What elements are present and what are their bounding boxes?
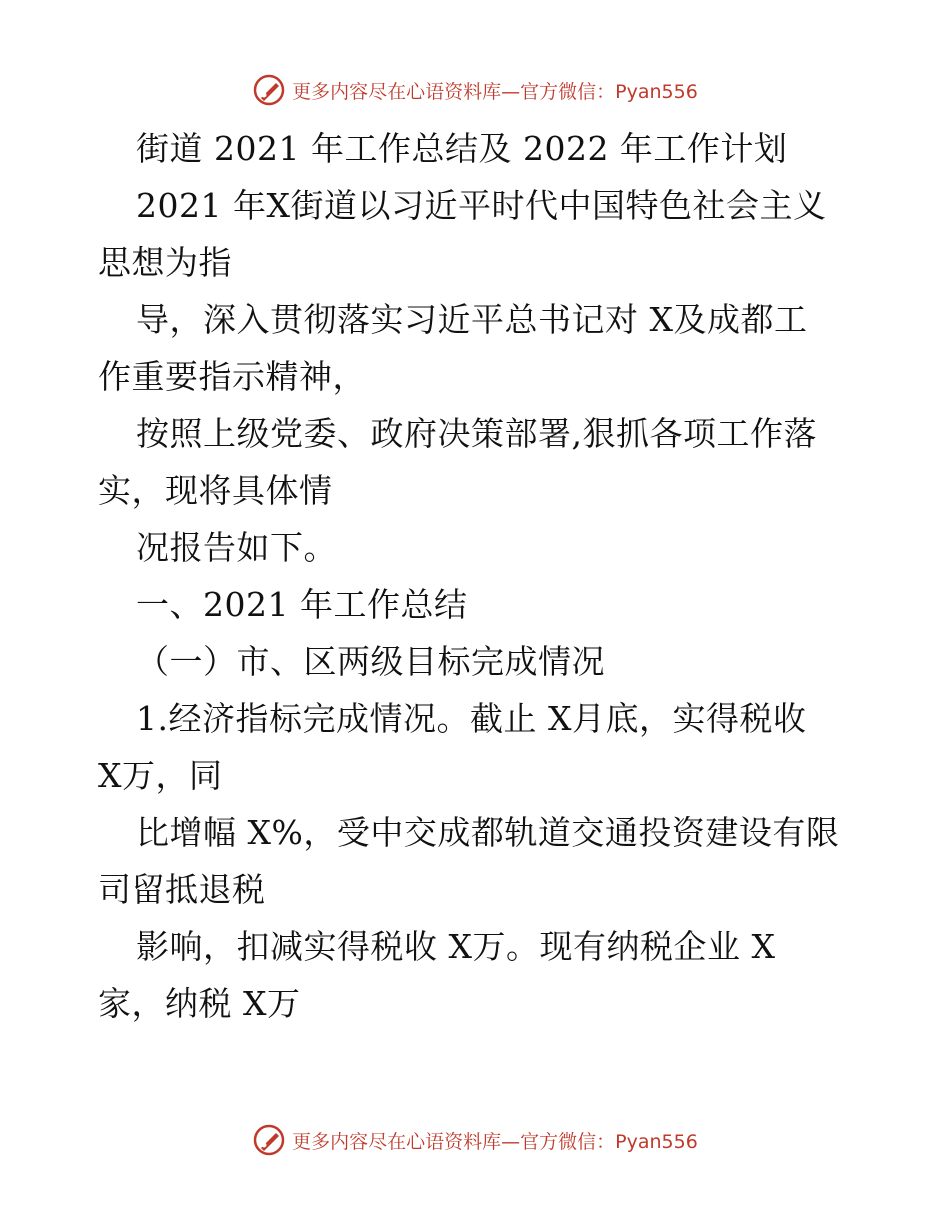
document-title: 街道 2021 年工作总结及 2022 年工作计划 [136,129,788,168]
paragraph-line: 导，深入贯彻落实习近平总书记对 X及成都工 [136,300,808,339]
watermark-footer [0,1120,950,1160]
paragraph-line: 2021 年X街道以习近平时代中国特色社会主义 [136,186,827,225]
paragraph-line: 司留抵退税 [98,870,266,909]
paragraph-line: 实，现将具体情 [98,471,333,510]
paragraph-line: X万，同 [98,756,223,795]
paragraph-line: 况报告如下。 [136,528,337,567]
paragraph-line: 思想为指 [98,243,232,282]
watermark-text: 更多内容尽在心语资料库—官方微信：Pyan556 [292,80,698,103]
pen-logo-icon [252,73,286,107]
pen-logo-icon [252,1123,286,1157]
paragraph-line: 比增幅 X%，受中交成都轨道交通投资建设有限 [136,813,840,852]
section-heading: 一、2021 年工作总结 [136,585,468,624]
watermark-header [0,70,950,110]
paragraph-line: 家，纳税 X万 [98,984,301,1023]
paragraph-line: 影响，扣减实得税收 X万。现有纳税企业 X [136,927,776,966]
paragraph-line: 按照上级党委、政府决策部署,狠抓各项工作落 [136,414,817,453]
paragraph-line: 作重要指示精神， [98,357,366,396]
watermark-text: 更多内容尽在心语资料库—官方微信：Pyan556 [292,1130,698,1153]
subsection-heading: （一）市、区两级目标完成情况 [136,642,605,681]
document-body [98,120,838,1032]
paragraph-line: 1.经济指标完成情况。截止 X月底，实得税收 [136,699,807,738]
